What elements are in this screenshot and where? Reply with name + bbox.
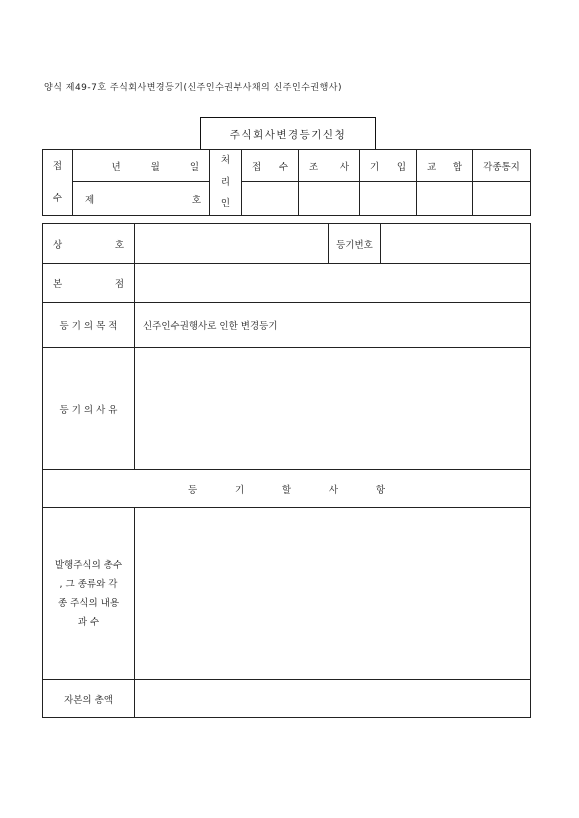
processing-char-2: 리 <box>220 176 231 188</box>
day-label: 일 <box>189 161 199 173</box>
processing-seal-label <box>210 150 242 216</box>
number-prefix: 제 <box>85 194 95 206</box>
receipt-table <box>42 149 531 216</box>
col-review-header: 조 사 <box>299 150 360 182</box>
col-verify-header: 교 합 <box>417 150 473 182</box>
cause-field[interactable] <box>135 348 531 470</box>
month-label: 월 <box>150 161 160 173</box>
receipt-label <box>43 150 73 216</box>
form-title: 주식회사변경등기신청 <box>200 117 376 150</box>
processing-char-1: 처 <box>220 155 231 167</box>
year-label: 년 <box>111 161 121 173</box>
number-suffix: 호 <box>191 194 201 206</box>
purpose-field[interactable]: 신주인수권행사로 인한 변경등기 <box>135 303 531 348</box>
shares-label: 발행주식의 총수 , 그 종류와 각 종 주식의 내용 과 수 <box>43 508 135 680</box>
reg-number-field[interactable] <box>381 224 531 264</box>
registration-table <box>42 223 531 718</box>
col-notice-box[interactable] <box>473 182 531 216</box>
col-entry-header: 기 입 <box>360 150 417 182</box>
col-review-box[interactable] <box>299 182 360 216</box>
trade-name-label: 상 호 <box>43 224 135 264</box>
shares-field[interactable] <box>135 508 531 680</box>
col-receipt-header: 접 수 <box>242 150 299 182</box>
capital-field[interactable] <box>135 680 531 718</box>
col-notice-header: 각종통지 <box>473 150 531 182</box>
receipt-date-cell[interactable] <box>73 150 210 182</box>
processing-char-3: 인 <box>220 198 231 210</box>
purpose-label: 등 기 의 목 적 <box>43 303 135 348</box>
col-verify-box[interactable] <box>417 182 473 216</box>
head-office-field[interactable] <box>135 264 531 303</box>
form-id: 양식 제49-7호 주식회사변경등기(신주인수권부사채의 신주인수권행사) <box>44 83 342 93</box>
matters-header: 등 기 할 사 항 <box>43 470 531 508</box>
reg-number-label: 등기번호 <box>329 224 381 264</box>
capital-label: 자본의 총액 <box>43 680 135 718</box>
trade-name-field[interactable] <box>135 224 329 264</box>
col-entry-box[interactable] <box>360 182 417 216</box>
head-office-label: 본 점 <box>43 264 135 303</box>
cause-label: 등 기 의 사 유 <box>43 348 135 470</box>
receipt-number-cell[interactable] <box>73 182 210 216</box>
receipt-label-bottom: 수 <box>52 193 63 205</box>
receipt-label-top: 접 <box>52 160 63 172</box>
col-receipt-box[interactable] <box>242 182 299 216</box>
